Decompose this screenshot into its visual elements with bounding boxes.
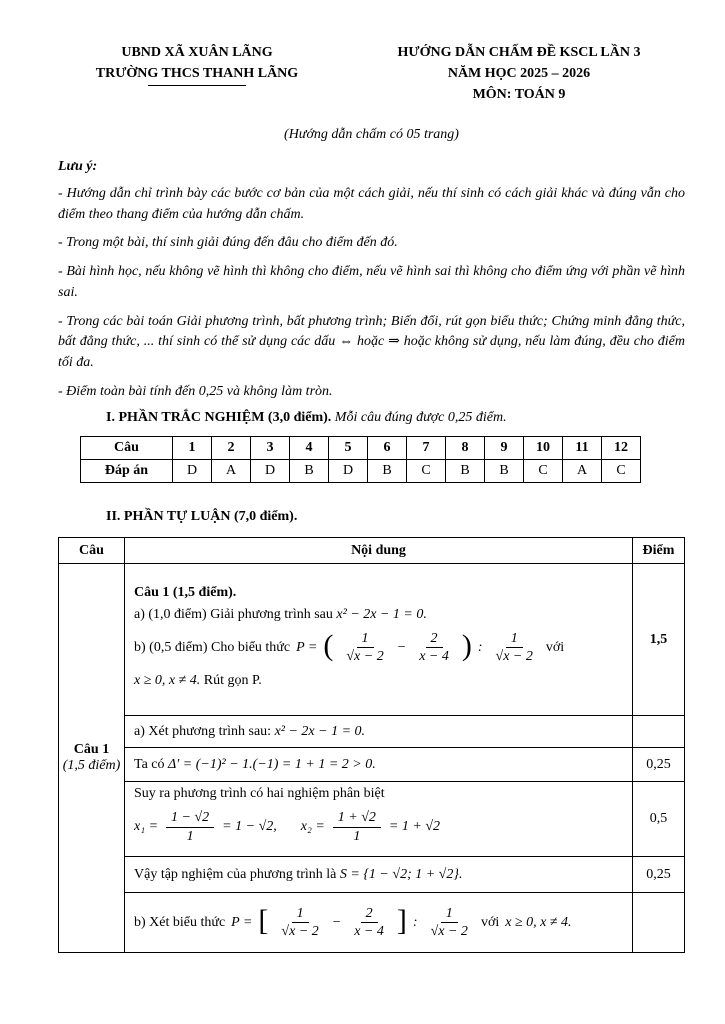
points-cell xyxy=(633,893,685,953)
row2-text: a) Xét phương trình sau: xyxy=(134,723,272,739)
subject: MÔN: TOÁN 9 xyxy=(472,87,566,102)
points-cell: 0,25 xyxy=(633,857,685,893)
row2-content xyxy=(125,716,633,748)
note-item: - Trong các bài toán Giải phương trình, bất phương trình; Biến đổi, rút gọn biểu thức; Chứng minh đẳng thức, bất đẳng thức, ... thí sinh có thể sử dụng các dấu ⇔ hoặc ⇒ hoặc không sử dụng, nếu làm đúng, đều cho điểm tối đa. xyxy=(58,313,685,371)
close-paren: ) xyxy=(461,629,472,663)
division-colon: : xyxy=(477,639,483,655)
tl-row-5 xyxy=(59,857,685,893)
row4-text: Suy ra phương trình có hai nghiệm phân biệt xyxy=(134,786,385,802)
tn-question-cell: 5 xyxy=(329,437,368,460)
tn-question-cell: 11 xyxy=(563,437,602,460)
tn-answer-cell: D xyxy=(173,460,212,483)
part-a-equation: x² − 2x − 1 = 0. xyxy=(336,606,427,622)
x1-lhs: x₁ = xyxy=(134,819,159,835)
tn-question-cell: 10 xyxy=(524,437,563,460)
tn-answer-cell: B xyxy=(290,460,329,483)
division-colon: : xyxy=(412,914,418,930)
fraction: $\frac{1 + √2}{1}$ xyxy=(333,809,381,845)
minus-sign: − xyxy=(331,914,342,930)
tn-question-cell: 9 xyxy=(485,437,524,460)
tn-answer-cell: B xyxy=(485,460,524,483)
note-item: - Hướng dẫn chỉ trình bày các bước cơ bản của một cách giải, nếu thí sinh có cách giải khác và đúng vẫn cho điểm theo thang điểm của hướng dẫn chấm. xyxy=(58,186,685,222)
close-bracket: ] xyxy=(396,904,407,938)
tn-question-cell: 6 xyxy=(368,437,407,460)
tn-question-cell: 1 xyxy=(173,437,212,460)
tn-answer-cell: D xyxy=(329,460,368,483)
part-a-label: a) (1,0 điểm) Giải phương trình sau xyxy=(134,606,333,622)
tl-row-3 xyxy=(59,748,685,782)
tn-question-row-label: Câu xyxy=(81,437,173,460)
x2-lhs: x₂ = xyxy=(300,819,325,835)
row6-lhs: P = xyxy=(231,914,253,930)
note-item: - Bài hình học, nếu không vẽ hình thì không cho điểm, nếu vẽ hình sai thì không cho điểm ứng với phần vẽ hình sai. xyxy=(58,264,685,300)
tn-question-cell: 4 xyxy=(290,437,329,460)
tn-question-cell: 3 xyxy=(251,437,290,460)
notes-title: Lưu ý: xyxy=(58,159,98,174)
points-cell: 1,5 xyxy=(633,564,685,716)
tl-row-2 xyxy=(59,716,685,748)
points-cell xyxy=(633,716,685,748)
org-name: UBND XÃ XUÂN LÃNG xyxy=(121,45,273,60)
fraction: $\frac{2}{x - 4}$ xyxy=(354,905,384,940)
header-left-block xyxy=(58,42,336,105)
tn-answer-cell: C xyxy=(602,460,641,483)
tn-question-cell: 12 xyxy=(602,437,641,460)
doc-title: HƯỚNG DẪN CHẤM ĐỀ KSCL LẦN 3 xyxy=(397,45,641,60)
fraction: $\frac{1}{√x - 2}$ xyxy=(281,905,319,940)
x2-rhs: = 1 + √2 xyxy=(388,819,440,835)
with-word: với xyxy=(480,914,500,930)
tn-answer-cell: B xyxy=(368,460,407,483)
row5-content xyxy=(125,857,633,893)
condition: x ≥ 0, x ≠ 4. xyxy=(134,672,201,688)
tl-row-4 xyxy=(59,782,685,857)
row5-text: Vậy tập nghiệm của phương trình là xyxy=(134,866,337,882)
points-cell: 0,5 xyxy=(633,782,685,857)
school-name: TRƯỜNG THCS THANH LÃNG xyxy=(95,66,299,81)
row6-label: b) Xét biểu thức xyxy=(134,914,226,930)
cau1-title: Câu 1 (1,5 điểm). xyxy=(134,584,237,600)
row3-text: Ta có xyxy=(134,756,165,772)
notes-section xyxy=(58,159,685,402)
row2-equation: x² − 2x − 1 = 0. xyxy=(274,723,366,739)
x1-rhs: = 1 − √2, xyxy=(222,819,277,835)
trac-nghiem-table xyxy=(80,436,641,483)
tn-question-row xyxy=(81,437,641,460)
tl-header-cau: Câu xyxy=(59,538,125,564)
with-word: với xyxy=(545,639,565,655)
note-item: - Trong một bài, thí sinh giải đúng đến đâu cho điểm đến đó. xyxy=(58,235,398,251)
row6-condition: x ≥ 0, x ≠ 4. xyxy=(505,914,572,930)
row4-content xyxy=(125,782,633,857)
fraction: $\frac{1 - √2}{1}$ xyxy=(166,809,214,845)
question-label: Câu 1 xyxy=(73,742,110,758)
section2-title: II. PHẦN TỰ LUẬN (7,0 điểm). xyxy=(106,509,298,525)
tn-answer-cell: B xyxy=(446,460,485,483)
minus-sign: − xyxy=(396,639,407,655)
open-paren: ( xyxy=(323,629,334,663)
row6-formula xyxy=(134,905,623,941)
tn-question-cell: 7 xyxy=(407,437,446,460)
tn-answer-cell: A xyxy=(563,460,602,483)
tu-luan-table xyxy=(58,537,685,953)
tl-header-noidung: Nội dung xyxy=(125,538,633,564)
row4-roots-formula xyxy=(134,809,623,845)
note-item: - Điểm toàn bài tính đến 0,25 và không làm tròn. xyxy=(58,383,333,399)
tn-answer-row-label: Đáp án xyxy=(81,460,173,483)
question-points: (1,5 điểm) xyxy=(62,758,121,774)
fraction: $\frac{1}{√x - 2}$ xyxy=(346,630,384,665)
tl-row-6 xyxy=(59,893,685,953)
task: Rút gọn P. xyxy=(203,672,262,688)
section1-title xyxy=(106,410,685,426)
tl-row-1 xyxy=(59,564,685,716)
row5-equation: S = {1 − √2; 1 + √2}. xyxy=(339,866,463,882)
header-right-block xyxy=(353,42,685,105)
document-header xyxy=(58,42,685,105)
fraction: $\frac{1}{√x - 2}$ xyxy=(495,630,533,665)
tn-question-cell: 8 xyxy=(446,437,485,460)
row1-content xyxy=(125,564,633,716)
fraction: $\frac{1}{√x - 2}$ xyxy=(430,905,468,940)
tn-answer-cell: C xyxy=(407,460,446,483)
tl-header-row xyxy=(59,538,685,564)
row3-content xyxy=(125,748,633,782)
header-underline xyxy=(148,85,246,86)
tn-answer-row xyxy=(81,460,641,483)
part-b-label: b) (0,5 điểm) Cho biểu thức xyxy=(134,639,291,655)
tn-answer-cell: C xyxy=(524,460,563,483)
tl-header-diem: Điểm xyxy=(633,538,685,564)
fraction: $\frac{2}{x - 4}$ xyxy=(419,630,449,665)
row3-equation: Δ′ = (−1)² − 1.(−1) = 1 + 1 = 2 > 0. xyxy=(168,756,376,772)
tn-answer-cell: A xyxy=(212,460,251,483)
formula-lhs: P = xyxy=(296,639,318,655)
open-bracket: [ xyxy=(258,904,269,938)
tn-question-cell: 2 xyxy=(212,437,251,460)
school-year: NĂM HỌC 2025 – 2026 xyxy=(447,66,591,81)
tn-answer-cell: D xyxy=(251,460,290,483)
cau1-part-a xyxy=(134,607,623,623)
cau1-condition xyxy=(134,673,623,689)
cau1-part-b-formula xyxy=(134,630,623,666)
row6-content xyxy=(125,893,633,953)
points-cell: 0,25 xyxy=(633,748,685,782)
section1-note: Mỗi câu đúng được 0,25 điểm. xyxy=(334,410,507,426)
page-count-note: (Hướng dẫn chấm có 05 trang) xyxy=(284,127,459,142)
question-number-cell xyxy=(59,564,125,953)
section1-heading: I. PHẦN TRẮC NGHIỆM (3,0 điểm). xyxy=(106,410,332,426)
